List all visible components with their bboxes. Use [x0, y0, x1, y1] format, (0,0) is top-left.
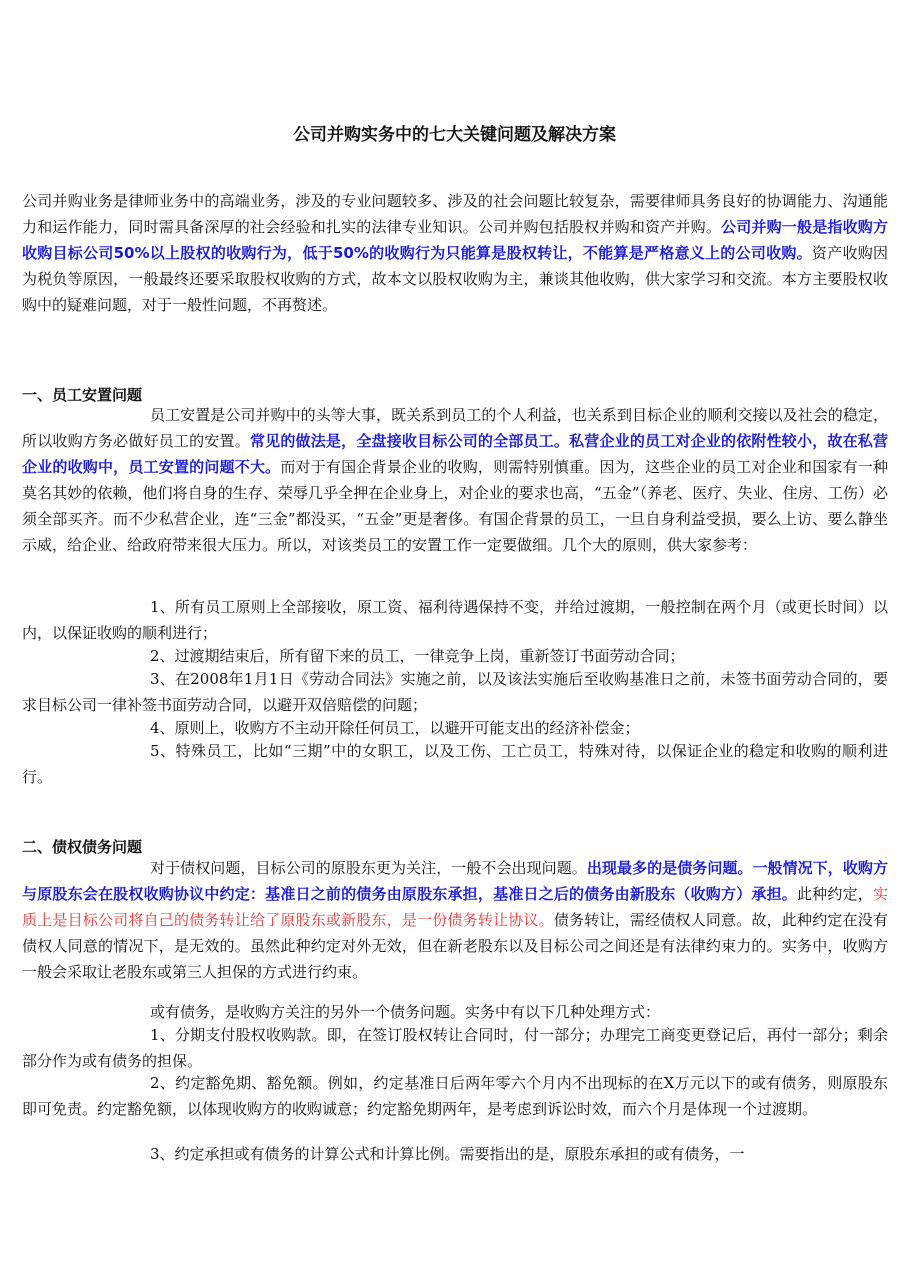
section2-item-1: 1、分期支付股权收购款。即，在签订股权转让合同时，付一部分；办理完工商变更登记后，再付一部分；剩余部分作为或有债务的担保。	[22, 1026, 888, 1070]
section2-item-2: 2、约定豁免期、豁免额。例如，约定基准日后两年零六个月内不出现标的在X万元以下的或有债务，则原股东即可免责。约定豁免额，以体现收购方的收购诚意；约定豁免期两年，是考虑到诉讼时效，而六个月是体现一个过渡期。	[22, 1074, 888, 1118]
section2-tail: 债务转让，需经债权人同意。故，此种约定在没有债权人同意的情况下，是无效的。虽然此种约定对外无效，但在新老股东以及目标公司之间还是有法律约束力的。实务中，收购方一般会采取让老股东或第三人担保的方式进行约束。	[22, 911, 888, 981]
section2-paragraph	[22, 855, 888, 985]
intro-tail: 资产收购因为税负等原因，一般最终还要采取股权收购的方式，故本文以股权收购为主，兼谈其他收购，供大家学习和交流。本方主要股权收购中的疑难问题，对于一般性问题，不再赘述。	[22, 244, 888, 314]
section1-tail: 而对于有国企背景企业的收购，则需特别慎重。因为，这些企业的员工对企业和国家有一种莫名其妙的依赖，他们将自身的生存、荣辱几乎全押在企业身上，对企业的要求也高，“五金”（养老、医疗、失业、住房、工伤）必须全部买齐。而不少私营企业，连“三金”都没买，“五金”更是奢侈。有国企背景的员工，一旦自身利益受损，要么上访、要么静坐示威，给企业、给政府带来很大压力。所以，对该类员工的安置工作一定要做细。几个大的原则，供大家参考：	[22, 458, 888, 554]
section2-mid: 此种约定，	[796, 885, 873, 903]
document-title: 公司并购实务中的七大关键问题及解决方案	[293, 125, 616, 145]
intro-text: 公司并购业务是律师业务中的高端业务，涉及的专业问题较多、涉及的社会问题比较复杂，需要律师具务良好的协调能力、沟通能力和运作能力，同时需具备深厚的社会经验和扎实的法律专业知识。公司并购包括股权并购和资产并购。	[22, 192, 888, 236]
section1-item-2: 2、过渡期结束后，所有留下来的员工，一律竞争上岗，重新签订书面劳动合同；	[150, 647, 685, 665]
section1-item-1: 1、所有员工原则上全部接收，原工资、福利待遇保持不变，并给过渡期，一般控制在两个月（或更长时间）以内，以保证收购的顺利进行；	[22, 598, 888, 642]
section2-paragraph-2: 或有债务，是收购方关注的另外一个债务问题。实务中有以下几种处理方式：	[150, 1003, 661, 1021]
section1-heading: 一、员工安置问题	[22, 386, 143, 404]
section1-item-4: 4、原则上，收购方不主动开除任何员工，以避开可能支出的经济补偿金；	[150, 719, 640, 737]
section2-item-3: 3、约定承担或有债务的计算公式和计算比例。需要指出的是，原股东承担的或有债务，一	[150, 1145, 745, 1163]
section2-text: 对于债权问题，目标公司的原股东更为关注，一般不会出现问题。	[150, 859, 587, 877]
section2-red-text: 实质上是目标公司将自己的债务转让给了原股东或新股东，是一份债务转让协议。	[22, 885, 888, 929]
section2-highlight: 出现最多的是债务问题。一般情况下，收购方与原股东会在股权收购协议中约定：基准日之前的债务由原股东承担，基准日之后的债务由新股东（收购方）承担。	[22, 859, 888, 903]
section1-highlight: 常见的做法是，全盘接收目标公司的全部员工。私营企业的员工对企业的依附性较小，故在私营企业的收购中，员工安置的问题不大。	[22, 432, 888, 476]
section1-paragraph	[22, 402, 888, 558]
section1-item-3: 3、在2008年1月1日《劳动合同法》实施之前，以及该法实施后至收购基准日之前，未签书面劳动合同的，要求目标公司一律补签书面劳动合同，以避开双倍赔偿的问题；	[22, 670, 888, 714]
section1-text: 员工安置是公司并购中的头等大事，既关系到员工的个人利益，也关系到目标企业的顺利交接以及社会的稳定，所以收购方务必做好员工的安置。	[22, 406, 888, 450]
section2-heading: 二、债权债务问题	[22, 838, 143, 856]
section1-item-5: 5、特殊员工，比如“三期”中的女职工，以及工伤、工亡员工，特殊对待，以保证企业的稳定和收购的顺利进行。	[22, 742, 888, 786]
intro-highlight: 公司并购一般是指收购方收购目标公司50%以上股权的收购行为，低于50%的收购行为只能算是股权转让，不能算是严格意义上的公司收购。	[22, 218, 888, 262]
intro-paragraph	[22, 188, 888, 318]
